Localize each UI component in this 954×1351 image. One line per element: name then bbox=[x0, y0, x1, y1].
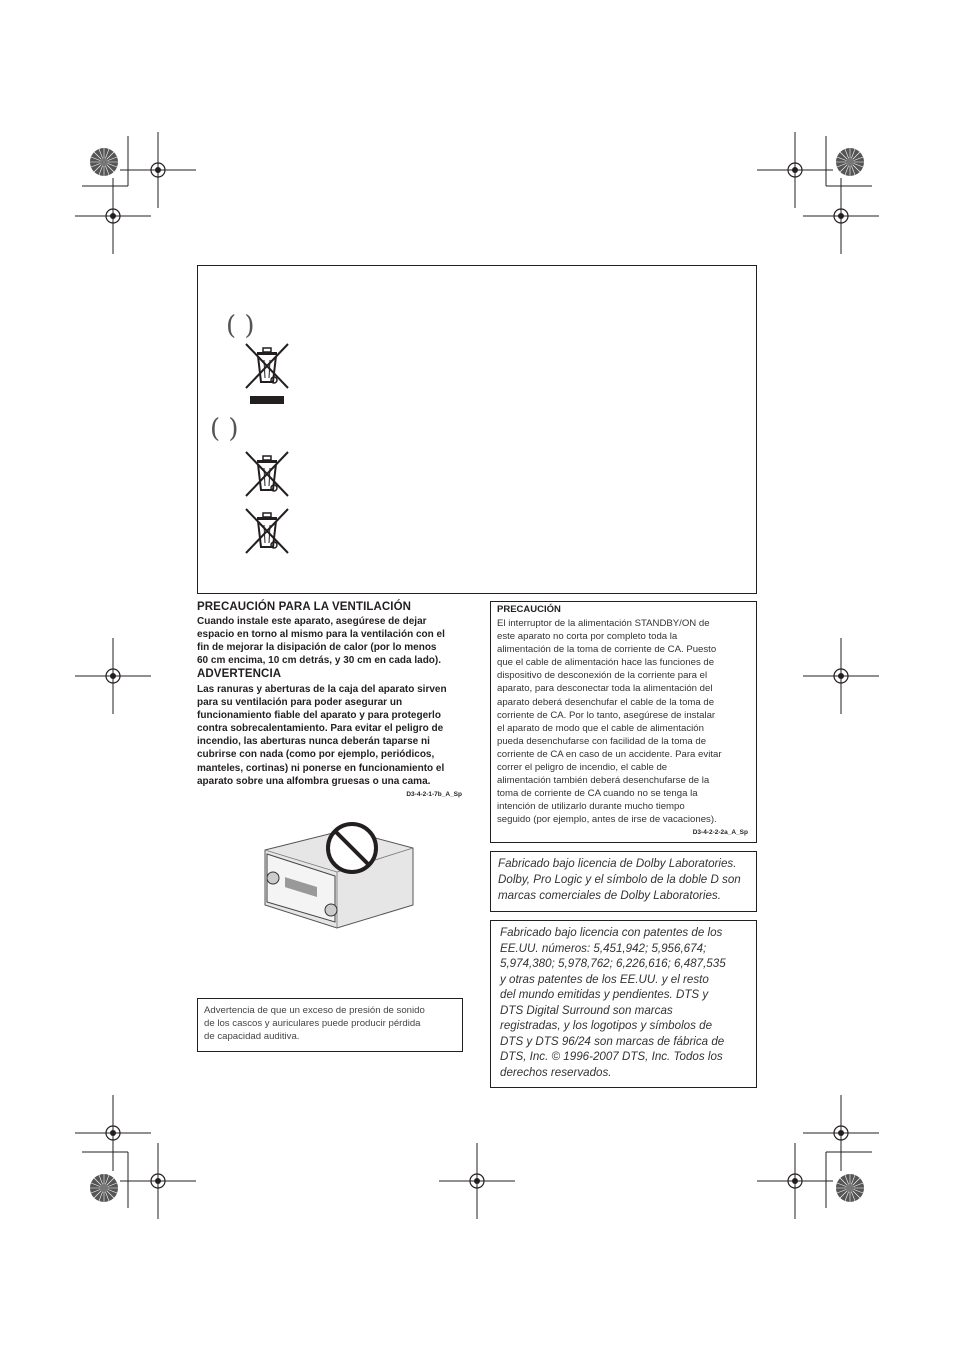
caution-line: corriente de CA en caso de un accidente. Para evitar bbox=[497, 748, 722, 760]
weee-date-bar bbox=[250, 396, 284, 404]
dolby-line: Fabricado bajo licencia de Dolby Laboratories. bbox=[498, 857, 737, 870]
crossed-bin-icon-with-bar bbox=[244, 342, 290, 390]
caution-heading: PRECAUCIÓN bbox=[497, 604, 561, 615]
caution-line: pueda desenchufarse con facilidad de la toma de bbox=[497, 735, 707, 747]
warning-line: manteles, cortinas) ni ponerse en funcionamiento el bbox=[197, 762, 445, 774]
ventilation-line: espacio en torno al mismo para la ventilación con el bbox=[197, 629, 445, 641]
dolby-line: marcas comerciales de Dolby Laboratories. bbox=[498, 889, 721, 902]
dts-license-text bbox=[500, 925, 752, 1080]
crossed-bin-icon-battery bbox=[244, 507, 290, 555]
caution-line: El interruptor de la alimentación STANDBY/ON de bbox=[497, 618, 710, 629]
covered-receiver-prohibited-illustration bbox=[255, 810, 415, 930]
dts-line: registradas, y los logotipos y símbolos de bbox=[500, 1019, 713, 1032]
weee-parenthesis-2: ( ) bbox=[210, 414, 239, 444]
caution-line: este aparato no corta por completo toda la bbox=[497, 631, 678, 643]
warning-line: cubrirse con nada (como por ejemplo, periódicos, bbox=[197, 749, 435, 761]
warning-line: para su ventilación para poder asegurar un bbox=[197, 697, 403, 709]
caution-line: alimentación también deberá desenchufarse de la bbox=[497, 775, 710, 787]
caution-line: el aparato de modo que el cable de alimentación bbox=[497, 722, 704, 734]
caution-line: alimentación de la toma de corriente de CA. Puesto bbox=[497, 644, 717, 656]
ventilation-line: 60 cm encima, 10 cm detrás, y 30 cm en cada lado). bbox=[197, 655, 442, 667]
caution-line: toma de corriente de CA cuando no se tenga la bbox=[497, 788, 698, 800]
warning-code: D3-4-2-1-7b_A_Sp bbox=[406, 791, 462, 798]
warning-line: funcionamiento fiable del aparato y para protegerlo bbox=[197, 710, 441, 722]
caution-line: seguido (por ejemplo, antes de irse de vacaciones). bbox=[497, 814, 717, 826]
ventilation-line: fin de mejorar la disipación de calor (por lo menos bbox=[197, 642, 437, 654]
dolby-license-text bbox=[498, 856, 754, 904]
dolby-line: Dolby, Pro Logic y el símbolo de la doble D son bbox=[498, 873, 741, 886]
warning-heading: ADVERTENCIA bbox=[197, 668, 282, 680]
crossed-bin-icon bbox=[244, 450, 290, 498]
caution-line: que el cable de alimentación hace las funciones de bbox=[497, 657, 715, 669]
warning-line: contra sobrecalentamiento. Para evitar el peligro de bbox=[197, 723, 444, 735]
caution-line: correr el peligro de incendio, el cable de bbox=[497, 762, 668, 774]
registration-mark-left bbox=[75, 638, 151, 714]
dts-line: EE.UU. números: 5,451,942; 5,956,674; bbox=[500, 941, 707, 955]
dts-line: 5,974,380; 5,978,762; 6,226,616; 6,487,535 bbox=[500, 957, 726, 970]
warning-text bbox=[197, 683, 467, 788]
crop-mark-bottom-left bbox=[75, 1095, 196, 1219]
caution-code: D3-4-2-2-2a_A_Sp bbox=[692, 829, 748, 836]
ventilation-heading: PRECAUCIÓN PARA LA VENTILACIÓN bbox=[197, 601, 412, 613]
hearing-warning-text bbox=[204, 1004, 458, 1043]
dts-line: del mundo emitidas y pendientes. DTS y bbox=[500, 988, 709, 1001]
dts-line: DTS, Inc. © 1996-2007 DTS, Inc. Todos los bbox=[500, 1050, 723, 1063]
weee-parenthesis-1: ( ) bbox=[226, 311, 255, 341]
dts-line: y otras patentes de los EE.UU. y el resto bbox=[500, 972, 709, 986]
warning-line: Las ranuras y aberturas de la caja del aparato sirven bbox=[197, 684, 447, 695]
hearing-line: de los cascos y auriculares puede producir pérdida bbox=[204, 1018, 421, 1029]
caution-text bbox=[497, 617, 753, 827]
caution-line: aparato deberá desenchufar el cable de la toma de bbox=[497, 696, 715, 708]
warning-line: incendio, las aberturas nunca deberán taparse ni bbox=[197, 736, 430, 748]
caution-line: aparato, para desconectar toda la alimentación del bbox=[497, 683, 713, 695]
crop-mark-top-right bbox=[757, 132, 879, 254]
caution-line: corriente de CA. Por lo tanto, asegúrese de instalar bbox=[497, 709, 716, 721]
hearing-line: de capacidad auditiva. bbox=[204, 1031, 300, 1042]
dts-line: derechos reservados. bbox=[500, 1065, 612, 1079]
dts-line: DTS Digital Surround son marcas bbox=[500, 1003, 673, 1017]
registration-mark-bottom-center bbox=[439, 1143, 515, 1219]
warning-line: aparato sobre una alfombra gruesas o una cama. bbox=[197, 775, 431, 787]
ventilation-text bbox=[197, 615, 467, 667]
dts-line: DTS y DTS 96/24 son marcas de fábrica de bbox=[500, 1034, 725, 1048]
caution-line: dispositivo de desconexión de la corriente para el bbox=[497, 670, 708, 682]
crop-mark-bottom-right bbox=[757, 1095, 879, 1219]
dts-line: Fabricado bajo licencia con patentes de los bbox=[500, 926, 723, 939]
hearing-line: Advertencia de que un exceso de presión de sonido bbox=[204, 1005, 425, 1016]
caution-line: intención de utilizarlo durante mucho tiempo bbox=[497, 801, 685, 813]
registration-mark-right bbox=[803, 638, 879, 714]
ventilation-line: Cuando instale este aparato, asegúrese de dejar bbox=[197, 616, 427, 627]
crop-mark-top-left bbox=[75, 132, 196, 254]
